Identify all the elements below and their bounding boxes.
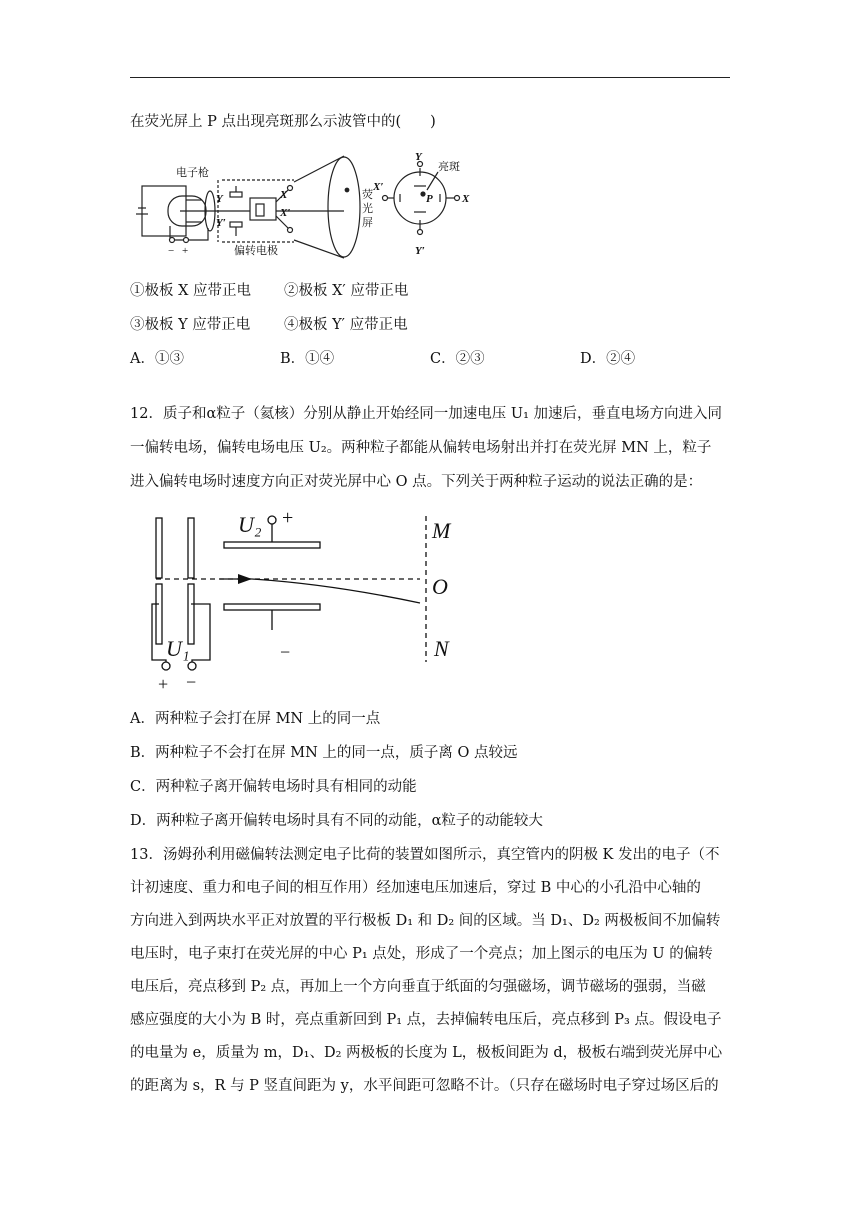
plus-sign: + (182, 245, 189, 257)
q13-line-5: 电压后，亮点移到 P₂ 点，再加上一个方向垂直于纸面的匀强磁场，调节磁场的强弱，当磁 (130, 979, 706, 995)
x-plate-label: X (280, 189, 288, 201)
u1-minus: − (186, 672, 197, 692)
deflection-figure (130, 508, 470, 694)
statement-2: ②极板 X′ 应带正电 (284, 283, 409, 299)
q13-line-8: 的距离为 s，R 与 P 竖直间距为 y，水平间距可忽略不计。（只存在磁场时电子穿过场区后的 (130, 1078, 719, 1094)
q12-stem-line-2: 一偏转电场，偏转电场电压 U₂。两种粒子都能从偏转电场射出并打在荧光屏 MN 上，粒子 (130, 440, 712, 456)
u1-plus: + (158, 674, 169, 694)
n-label: N (434, 636, 449, 661)
q13-line-6: 感应强度的大小为 B 时，亮点重新回到 P₁ 点，去掉偏转电压后，亮点移到 P₃ 点。假设电子 (130, 1012, 722, 1028)
gun-label: 电子枪 (176, 166, 209, 179)
screen-p-label: P (426, 193, 433, 205)
q13-line-4: 电压时，电子束打在荧光屏的中心 P₁ 点处，形成了一个亮点；加上图示的电压为 U 的偏转 (130, 946, 713, 962)
screen-yp-label: Y′ (415, 245, 425, 257)
xp-plate-label: X′ (280, 207, 291, 219)
screen-char-2: 光 (362, 202, 373, 215)
m-label: M (432, 518, 451, 543)
q12-stem-line-1: 12．质子和α粒子（氦核）分别从静止开始经同一加速电压 U₁ 加速后，垂直电场方向进入同 (130, 406, 722, 422)
q11-choice-d: D．②④ (580, 351, 636, 367)
oscilloscope-figure (130, 150, 480, 260)
statement-1: ①极板 X 应带正电 (130, 283, 252, 299)
screen-x-label: X (462, 193, 470, 205)
q11-choice-a: A．①③ (130, 351, 184, 367)
q13-line-3: 方向进入到两块水平正对放置的平行极板 D₁ 和 D₂ 间的区域。当 D₁、D₂ 两极板间不加偏转 (130, 913, 721, 929)
q12-choice-d: D．两种粒子离开偏转电场时具有不同的动能，α粒子的动能较大 (130, 813, 543, 829)
q13-line-2: 计初速度、重力和电子间的相互作用）经加速电压加速后，穿过 B 中心的小孔沿中心轴的 (130, 880, 701, 896)
yp-plate-label: Y′ (216, 217, 226, 229)
u2-plus: + (282, 508, 294, 529)
q13-line-1: 13．汤姆孙利用磁偏转法测定电子比荷的装置如图所示，真空管内的阴极 K 发出的电子（不 (130, 847, 720, 863)
screen-y-label: Y (415, 151, 422, 163)
header-rule (130, 77, 730, 78)
u2-label: U₂ (238, 512, 262, 537)
q12-choice-a: A．两种粒子会打在屏 MN 上的同一点 (130, 711, 381, 727)
screen-xp-label: X′ (373, 181, 384, 193)
q12-choice-c: C．两种粒子离开偏转电场时具有相同的动能 (130, 779, 417, 795)
q11-choice-c: C．②③ (430, 351, 485, 367)
q13-line-7: 的电量为 e，质量为 m，D₁、D₂ 两极板的长度为 L，极板间距为 d，极板右端到荧光屏中心 (130, 1045, 723, 1061)
screen-char-3: 屏 (362, 216, 373, 229)
y-plate-label: Y (216, 193, 223, 205)
q12-choice-b: B．两种粒子不会打在屏 MN 上的同一点，质子离 O 点较远 (130, 745, 518, 761)
q11-stem: 在荧光屏上 P 点出现亮斑那么示波管中的( ) (130, 114, 436, 130)
spot-label: 亮斑 (438, 160, 460, 173)
o-label: O (432, 574, 448, 599)
plates-label: 偏转电极 (234, 244, 278, 257)
statement-4: ④极板 Y′ 应带正电 (284, 317, 408, 333)
statement-3: ③极板 Y 应带正电 (130, 317, 251, 333)
u1-label: U₁ (166, 636, 190, 661)
u2-minus: − (280, 642, 291, 662)
minus-sign: − (168, 245, 175, 257)
q11-choice-b: B．①④ (280, 351, 335, 367)
q12-stem-line-3: 进入偏转电场时速度方向正对荧光屏中心 O 点。下列关于两种粒子运动的说法正确的是： (130, 474, 703, 490)
screen-char-1: 荧 (362, 188, 373, 201)
